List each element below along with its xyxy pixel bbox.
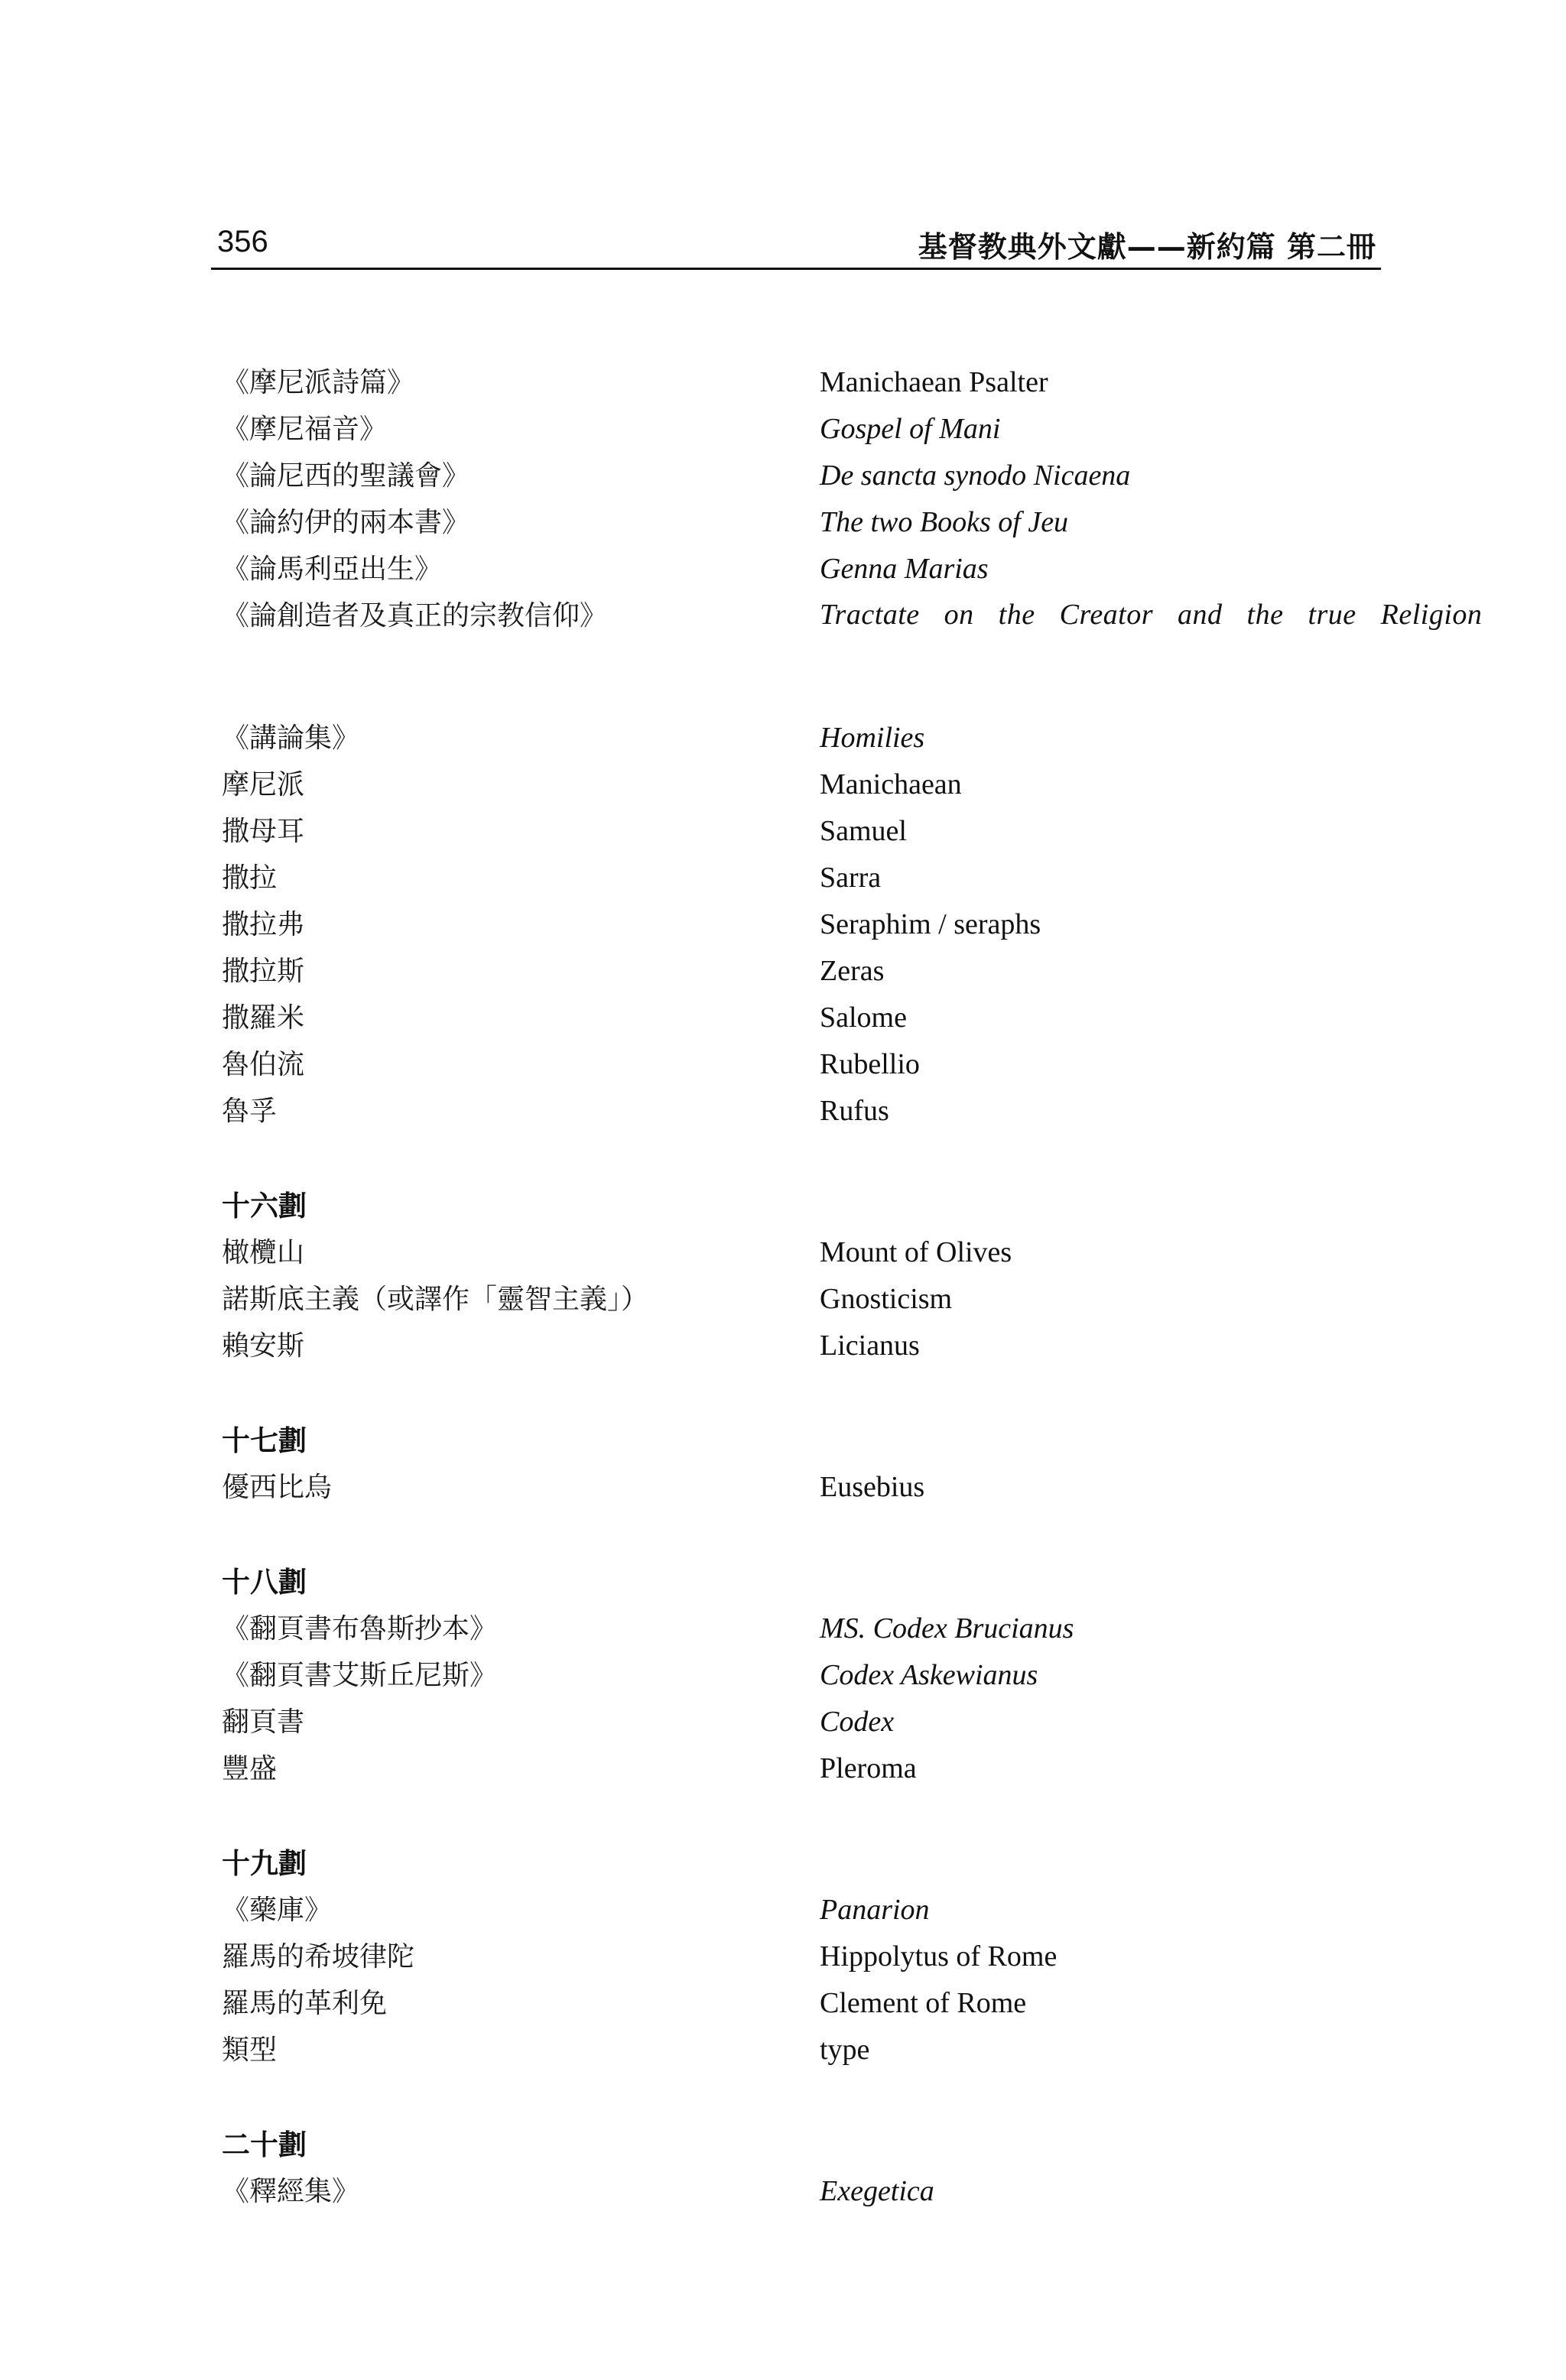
- english-term: Mount of Olives: [820, 1236, 1012, 1268]
- english-term: Exegetica: [820, 2175, 934, 2207]
- section-17-strokes: [222, 1418, 1369, 1511]
- chinese-term: 撒拉弗: [222, 909, 305, 940]
- glossary-entry: [222, 1606, 1369, 1652]
- glossary-entry: [222, 1699, 1369, 1745]
- english-term: De sancta synodo Nicaena: [820, 459, 1131, 492]
- glossary-entry: [222, 359, 1369, 406]
- chinese-term: 賴安斯: [222, 1330, 305, 1362]
- glossary-entry: [222, 948, 1369, 995]
- english-term: Codex Askewianus: [820, 1659, 1038, 1691]
- english-term: type: [820, 2034, 870, 2066]
- glossary-entry: [222, 808, 1369, 855]
- chinese-term: 撒拉斯: [222, 956, 305, 987]
- glossary-entry: [222, 1276, 1369, 1323]
- english-term: Rufus: [820, 1095, 889, 1127]
- glossary-entry: [222, 593, 1483, 683]
- chinese-term: 《藥庫》: [222, 1895, 333, 1926]
- chinese-term: 撒拉: [222, 862, 278, 894]
- chinese-term: 《翻頁書艾斯丘尼斯》: [222, 1660, 498, 1691]
- glossary-entry: [222, 1041, 1369, 1088]
- chinese-term: 撒羅米: [222, 1002, 305, 1034]
- english-term: Rubellio: [820, 1048, 920, 1080]
- glossary-entry: [222, 1934, 1369, 1980]
- chinese-term: 翻頁書: [222, 1706, 305, 1738]
- glossary-entry: [222, 499, 1369, 546]
- glossary-entry: [222, 1745, 1369, 1792]
- glossary-entry: [222, 406, 1369, 453]
- chinese-term: 優西比烏: [222, 1472, 333, 1503]
- chinese-term: 《論約伊的兩本書》: [222, 507, 470, 538]
- chinese-term: 羅馬的希坡律陀: [222, 1941, 415, 1973]
- glossary-entry: [222, 2027, 1369, 2073]
- english-term: Manichaean: [820, 768, 962, 800]
- chinese-term: 類型: [222, 2034, 278, 2066]
- glossary-entry: [222, 995, 1369, 1041]
- glossary-entry: [222, 1088, 1369, 1135]
- chinese-term: 羅馬的革利免: [222, 1988, 388, 2019]
- group-two: [222, 715, 1369, 1135]
- page-header: [211, 223, 1381, 266]
- section-20-strokes: [222, 2122, 1369, 2215]
- glossary-entry: [222, 715, 1369, 761]
- glossary-entry: [222, 761, 1369, 808]
- english-term: Gospel of Mani: [820, 413, 1001, 445]
- glossary-entry: [222, 546, 1369, 593]
- english-term: Codex: [820, 1706, 895, 1738]
- english-term: Licianus: [820, 1330, 920, 1362]
- english-term: Zeras: [820, 955, 885, 987]
- english-term: Gnosticism: [820, 1283, 953, 1315]
- section-heading: 十九劃: [222, 1847, 307, 1880]
- glossary-entry: [222, 1323, 1369, 1369]
- header-rule: [211, 268, 1381, 270]
- chinese-term: 《論創造者及真正的宗教信仰》: [222, 600, 608, 632]
- glossary-entry: [222, 855, 1369, 901]
- chinese-term: 豐盛: [222, 1753, 278, 1784]
- glossary-entry: [222, 1652, 1369, 1699]
- chinese-term: 橄欖山: [222, 1237, 305, 1268]
- chinese-term: 《摩尼福音》: [222, 414, 388, 445]
- section-heading: 二十劃: [222, 2128, 307, 2161]
- glossary-content: [222, 359, 1483, 2215]
- glossary-entry: [222, 901, 1369, 948]
- glossary-entry: [222, 453, 1369, 499]
- english-term: Salome: [820, 1002, 907, 1034]
- english-term: Tractate on the Creator and the true Religion: [820, 599, 1483, 631]
- running-title: 基督教典外文獻——新約篇 第二冊: [918, 230, 1376, 264]
- section-16-strokes: [222, 1184, 1369, 1369]
- section-19-strokes: [222, 1841, 1369, 2073]
- chinese-term: 摩尼派: [222, 769, 305, 800]
- english-term: Samuel: [820, 815, 907, 847]
- glossary-entry: [222, 1464, 1369, 1511]
- english-term: Clement of Rome: [820, 1987, 1027, 2019]
- intro-group: [222, 359, 1483, 683]
- english-term: Genna Marias: [820, 553, 989, 585]
- english-term: Seraphim / seraphs: [820, 908, 1041, 940]
- glossary-entry: [222, 2168, 1369, 2215]
- chinese-term: 魯伯流: [222, 1049, 305, 1080]
- chinese-term: 《翻頁書布魯斯抄本》: [222, 1613, 498, 1645]
- english-term: MS. Codex Brucianus: [820, 1612, 1074, 1645]
- chinese-term: 《論尼西的聖議會》: [222, 460, 470, 492]
- chinese-term: 魯孚: [222, 1096, 278, 1127]
- chinese-term: 《摩尼派詩篇》: [222, 367, 415, 398]
- chinese-term: 《論馬利亞出生》: [222, 554, 443, 585]
- english-term: Panarion: [820, 1894, 930, 1926]
- english-term: Pleroma: [820, 1752, 917, 1784]
- glossary-entry: [222, 1887, 1369, 1934]
- english-term: Manichaean Psalter: [820, 366, 1048, 398]
- chinese-term: 《釋經集》: [222, 2176, 360, 2207]
- section-heading: 十六劃: [222, 1190, 307, 1222]
- section-heading: 十七劃: [222, 1424, 307, 1457]
- page-number: 356: [217, 225, 268, 258]
- section-heading: 十八劃: [222, 1566, 307, 1599]
- chinese-term: 諾斯底主義（或譯作「靈智主義」）: [222, 1284, 649, 1315]
- english-term: The two Books of Jeu: [820, 506, 1069, 538]
- chinese-term: 撒母耳: [222, 816, 305, 847]
- chinese-term: 《講論集》: [222, 722, 360, 754]
- section-18-strokes: [222, 1560, 1369, 1792]
- english-term: Sarra: [820, 862, 882, 894]
- english-term: Hippolytus of Rome: [820, 1940, 1058, 1973]
- glossary-entry: [222, 1980, 1369, 2027]
- english-term: Homilies: [820, 722, 925, 754]
- english-term: Eusebius: [820, 1471, 925, 1503]
- glossary-entry: [222, 1229, 1369, 1276]
